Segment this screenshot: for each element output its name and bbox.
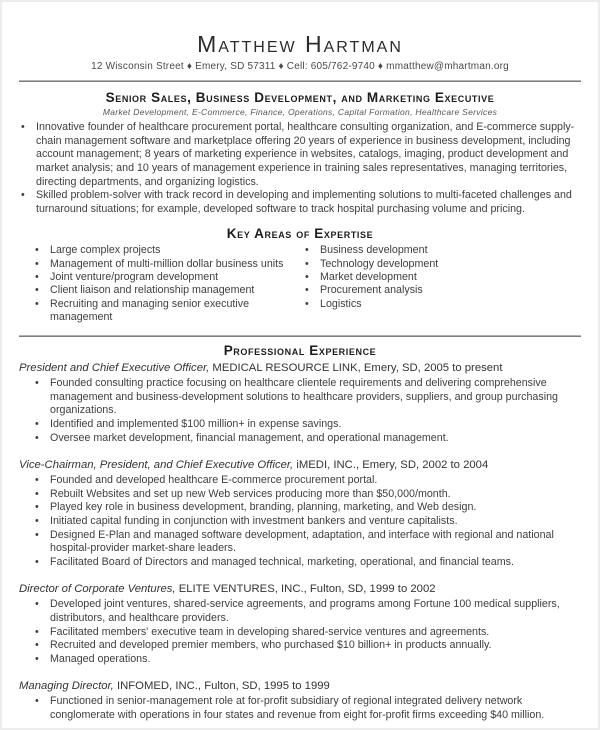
expertise-item: • Business development xyxy=(305,244,581,257)
expertise-item: • Large complex projects xyxy=(35,244,305,257)
expertise-item: • Joint venture/program development xyxy=(35,271,305,284)
job-meta: iMEDI, INC., Emery, SD, 2002 to 2004 xyxy=(296,459,489,472)
job-bullet-list xyxy=(35,695,581,722)
resume-header xyxy=(19,32,581,82)
section-divider xyxy=(19,335,581,337)
job-bullet: • Played key role in business development, branding, planning, marketing, and Web design. xyxy=(35,501,581,515)
job-entry xyxy=(19,679,581,722)
job-meta: INFOMED, INC., Fulton, SD, 1995 to 1999 xyxy=(116,680,330,693)
person-name: Matthew Hartman xyxy=(197,31,403,57)
job-meta: ELITE VENTURES, INC., Fulton, SD, 1999 to 2002 xyxy=(178,583,436,596)
expertise-item: • Logistics xyxy=(305,298,581,311)
summary-bullet: • Innovative founder of healthcare procurement portal, healthcare consulting organization, and E-commerce supply-chain management software and marketplace offering 20 years of experience in business development, including account management; 8 years of marketing experience in websites, catalogs, imaging, product development and market analysis; and 10 years of management experience in training sales representatives, managing territories, directing departments, and organizing logistics. xyxy=(19,121,581,189)
expertise-heading: Key Areas of Expertise xyxy=(226,226,374,242)
job-bullet-list xyxy=(35,377,581,445)
expertise-columns xyxy=(19,244,581,324)
contact-line: 12 Wisconsin Street ♦ Emery, SD 57311 ♦ Cell: 605/762-9740 ♦ mmatthew@mhartman.org xyxy=(91,61,509,73)
job-bullet: • Developed joint ventures, shared-service agreements, and programs among Fortune 100 medical suppliers, distributors, and healthcare providers. xyxy=(35,598,581,625)
expertise-item: • Market development xyxy=(305,271,581,284)
summary-bullet: • Skilled problem-solver with track record in developing and implementing solutions to multi-faceted challenges and turnaround situations; for example, developed software to track hospital purchasing volume and pricing. xyxy=(19,189,581,216)
job-title: Director of Corporate Ventures, xyxy=(19,583,176,596)
expertise-item: • Technology development xyxy=(305,258,581,271)
job-heading xyxy=(19,361,581,376)
job-bullet: • Designed E-Plan and managed software development, adaptation, and interface with regional and national hospital-provider market-share leaders. xyxy=(35,529,581,556)
job-entry xyxy=(19,582,581,666)
job-meta: MEDICAL RESOURCE LINK, Emery, SD, 2005 to present xyxy=(212,362,503,375)
expertise-item: • Recruiting and managing senior executive management xyxy=(35,298,305,325)
experience-section xyxy=(19,343,581,722)
job-bullet-list xyxy=(35,598,581,666)
header-divider xyxy=(19,80,581,82)
job-bullet-list xyxy=(35,474,581,569)
job-bullet: • Identified and implemented $100 million+ in expense savings. xyxy=(35,418,581,432)
job-entry xyxy=(19,361,581,445)
job-heading xyxy=(19,458,581,473)
job-heading xyxy=(19,679,581,694)
expertise-item: • Procurement analysis xyxy=(305,284,581,297)
expertise-section xyxy=(19,226,581,324)
job-bullet: • Founded and developed healthcare E-commerce procurement portal. xyxy=(35,474,581,488)
expertise-right-column xyxy=(305,244,581,324)
expertise-item: • Client liaison and relationship management xyxy=(35,284,305,297)
job-title: Vice-Chairman, President, and Chief Executive Officer, xyxy=(19,459,294,472)
expertise-item: • Management of multi-million dollar business units xyxy=(35,258,305,271)
summary-list xyxy=(19,121,581,216)
experience-heading: Professional Experience xyxy=(223,343,377,359)
profile-title: Senior Sales, Business Development, and Marketing Executive xyxy=(105,90,495,106)
job-bullet: • Initiated capital funding in conjunction with investment bankers and venture capitalists. xyxy=(35,515,581,529)
expertise-left-column xyxy=(19,244,305,324)
job-title: President and Chief Executive Officer, xyxy=(19,362,210,375)
profile-section xyxy=(19,90,581,216)
job-entry xyxy=(19,458,581,569)
job-bullet: • Oversee market development, financial management, and operational management. xyxy=(35,432,581,446)
profile-subtitle: Market Development, E-Commerce, Finance, Operations, Capital Formation, Healthcare Services xyxy=(102,107,498,118)
job-title: Managing Director, xyxy=(19,680,114,693)
job-bullet: • Functioned in senior-management role at for-profit subsidiary of regional integrated delivery network conglomerate with operations in four states and revenue from eight for-profit firms exceeding $40 million. xyxy=(35,695,581,722)
job-bullet: • Managed operations. xyxy=(35,653,581,667)
job-bullet: • Recruited and developed premier members, who purchased $10 billion+ in products annually. xyxy=(35,639,581,653)
job-bullet: • Facilitated members' executive team in developing shared-service ventures and agreements. xyxy=(35,626,581,640)
job-bullet: • Facilitated Board of Directors and managed technical, marketing, operational, and financial teams. xyxy=(35,556,581,570)
job-bullet: • Founded consulting practice focusing on healthcare clientele requirements and delivering comprehensive management and business-development solutions to healthcare providers, suppliers, and group purchasing organizations. xyxy=(35,377,581,418)
job-bullet: • Rebuilt Websites and set up new Web services producing more than $50,000/month. xyxy=(35,488,581,502)
job-heading xyxy=(19,582,581,597)
